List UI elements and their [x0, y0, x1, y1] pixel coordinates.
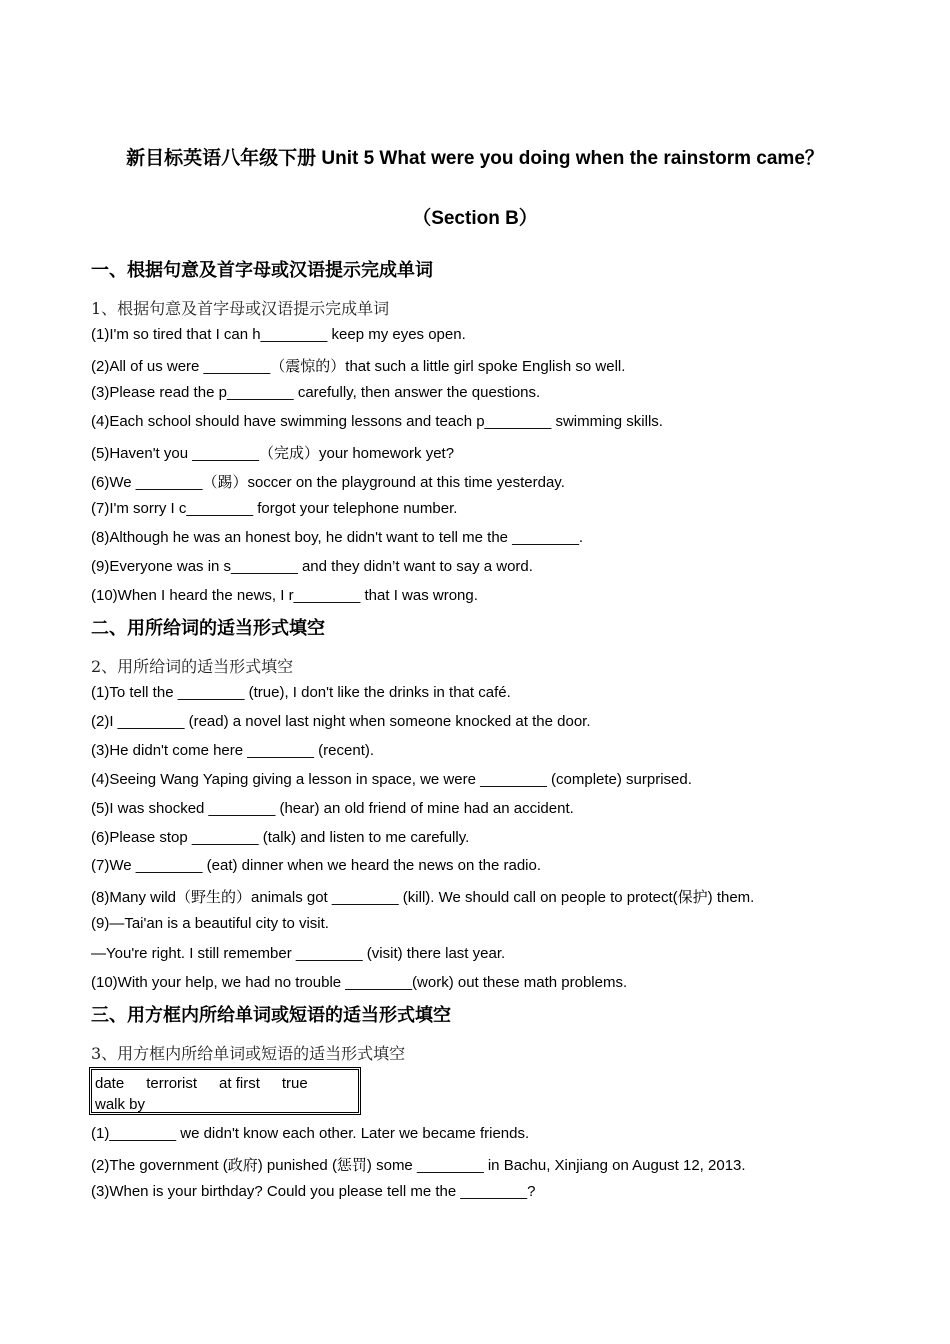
exercise-line: (5)Haven't you ________（完成）your homework yet? [91, 445, 455, 462]
exercise-line: (2)All of us were ________（震惊的）that such a little girl spoke English so well. [91, 358, 626, 375]
section-1-subheading: 1、根据句意及首字母或汉语提示完成单词 [91, 299, 390, 318]
section-3-subheading: 3、用方框内所给单词或短语的适当形式填空 [91, 1044, 406, 1063]
exercise-line: (1)To tell the ________ (true), I don't like the drinks in that café. [91, 684, 511, 701]
exercise-line: (7)I'm sorry I c________ forgot your telephone number. [91, 500, 458, 517]
word-box-item: terrorist [146, 1075, 198, 1092]
exercise-line: (3)Please read the p________ carefully, then answer the questions. [91, 384, 541, 401]
exercise-line: (9)Everyone was in s________ and they didn’t want to say a word. [91, 558, 533, 575]
exercise-line: (6)Please stop ________ (talk) and listen to me carefully. [91, 829, 470, 846]
word-box [89, 1067, 361, 1115]
exercise-line: —You're right. I still remember ________ (visit) there last year. [91, 945, 506, 962]
exercise-line: (9)—Tai'an is a beautiful city to visit. [91, 915, 329, 932]
exercise-line: (1)________ we didn't know each other. Later we became friends. [91, 1125, 530, 1142]
exercise-line: (1)I'm so tired that I can h________ keep my eyes open. [91, 326, 466, 343]
section-title: （Section B） [412, 208, 538, 229]
exercise-line: (10)With your help, we had no trouble ________(work) out these math problems. [91, 974, 628, 991]
exercise-line: (2)The government (政府) punished (惩罚) some ________ in Bachu, Xinjiang on August 12, 2013. [91, 1157, 746, 1174]
exercise-line: (6)We ________（踢）soccer on the playground at this time yesterday. [91, 474, 565, 491]
exercise-line: (3)When is your birthday? Could you please tell me the ________? [91, 1183, 536, 1200]
worksheet-title: 新目标英语八年级下册 Unit 5 What were you doing when the rainstorm came？ [126, 148, 824, 169]
section-3-heading: 三、用方框内所给单词或短语的适当形式填空 [91, 1005, 451, 1025]
word-box-item: walk by [95, 1096, 146, 1113]
section-1-heading: 一、根据句意及首字母或汉语提示完成单词 [91, 260, 433, 280]
word-box-item: true [281, 1075, 308, 1092]
exercise-line: (3)He didn't come here ________ (recent). [91, 742, 375, 759]
exercise-line: (7)We ________ (eat) dinner when we heard the news on the radio. [91, 857, 542, 874]
exercise-line: (5)I was shocked ________ (hear) an old friend of mine had an accident. [91, 800, 574, 817]
word-box-item: date [95, 1075, 125, 1092]
exercise-line: (10)When I heard the news, I r________ that I was wrong. [91, 587, 478, 604]
exercise-line: (4)Each school should have swimming lessons and teach p________ swimming skills. [91, 413, 663, 430]
exercise-line: (8)Many wild（野生的）animals got ________ (kill). We should call on people to protect(保护) them. [91, 889, 755, 906]
section-2-subheading: 2、用所给词的适当形式填空 [91, 657, 294, 676]
exercise-line: (8)Although he was an honest boy, he didn't want to tell me the ________. [91, 529, 584, 546]
exercise-line: (2)I ________ (read) a novel last night when someone knocked at the door. [91, 713, 591, 730]
section-2-heading: 二、用所给词的适当形式填空 [91, 618, 325, 638]
exercise-line: (4)Seeing Wang Yaping giving a lesson in space, we were ________ (complete) surprised. [91, 771, 692, 788]
word-box-item: at first [219, 1075, 260, 1092]
